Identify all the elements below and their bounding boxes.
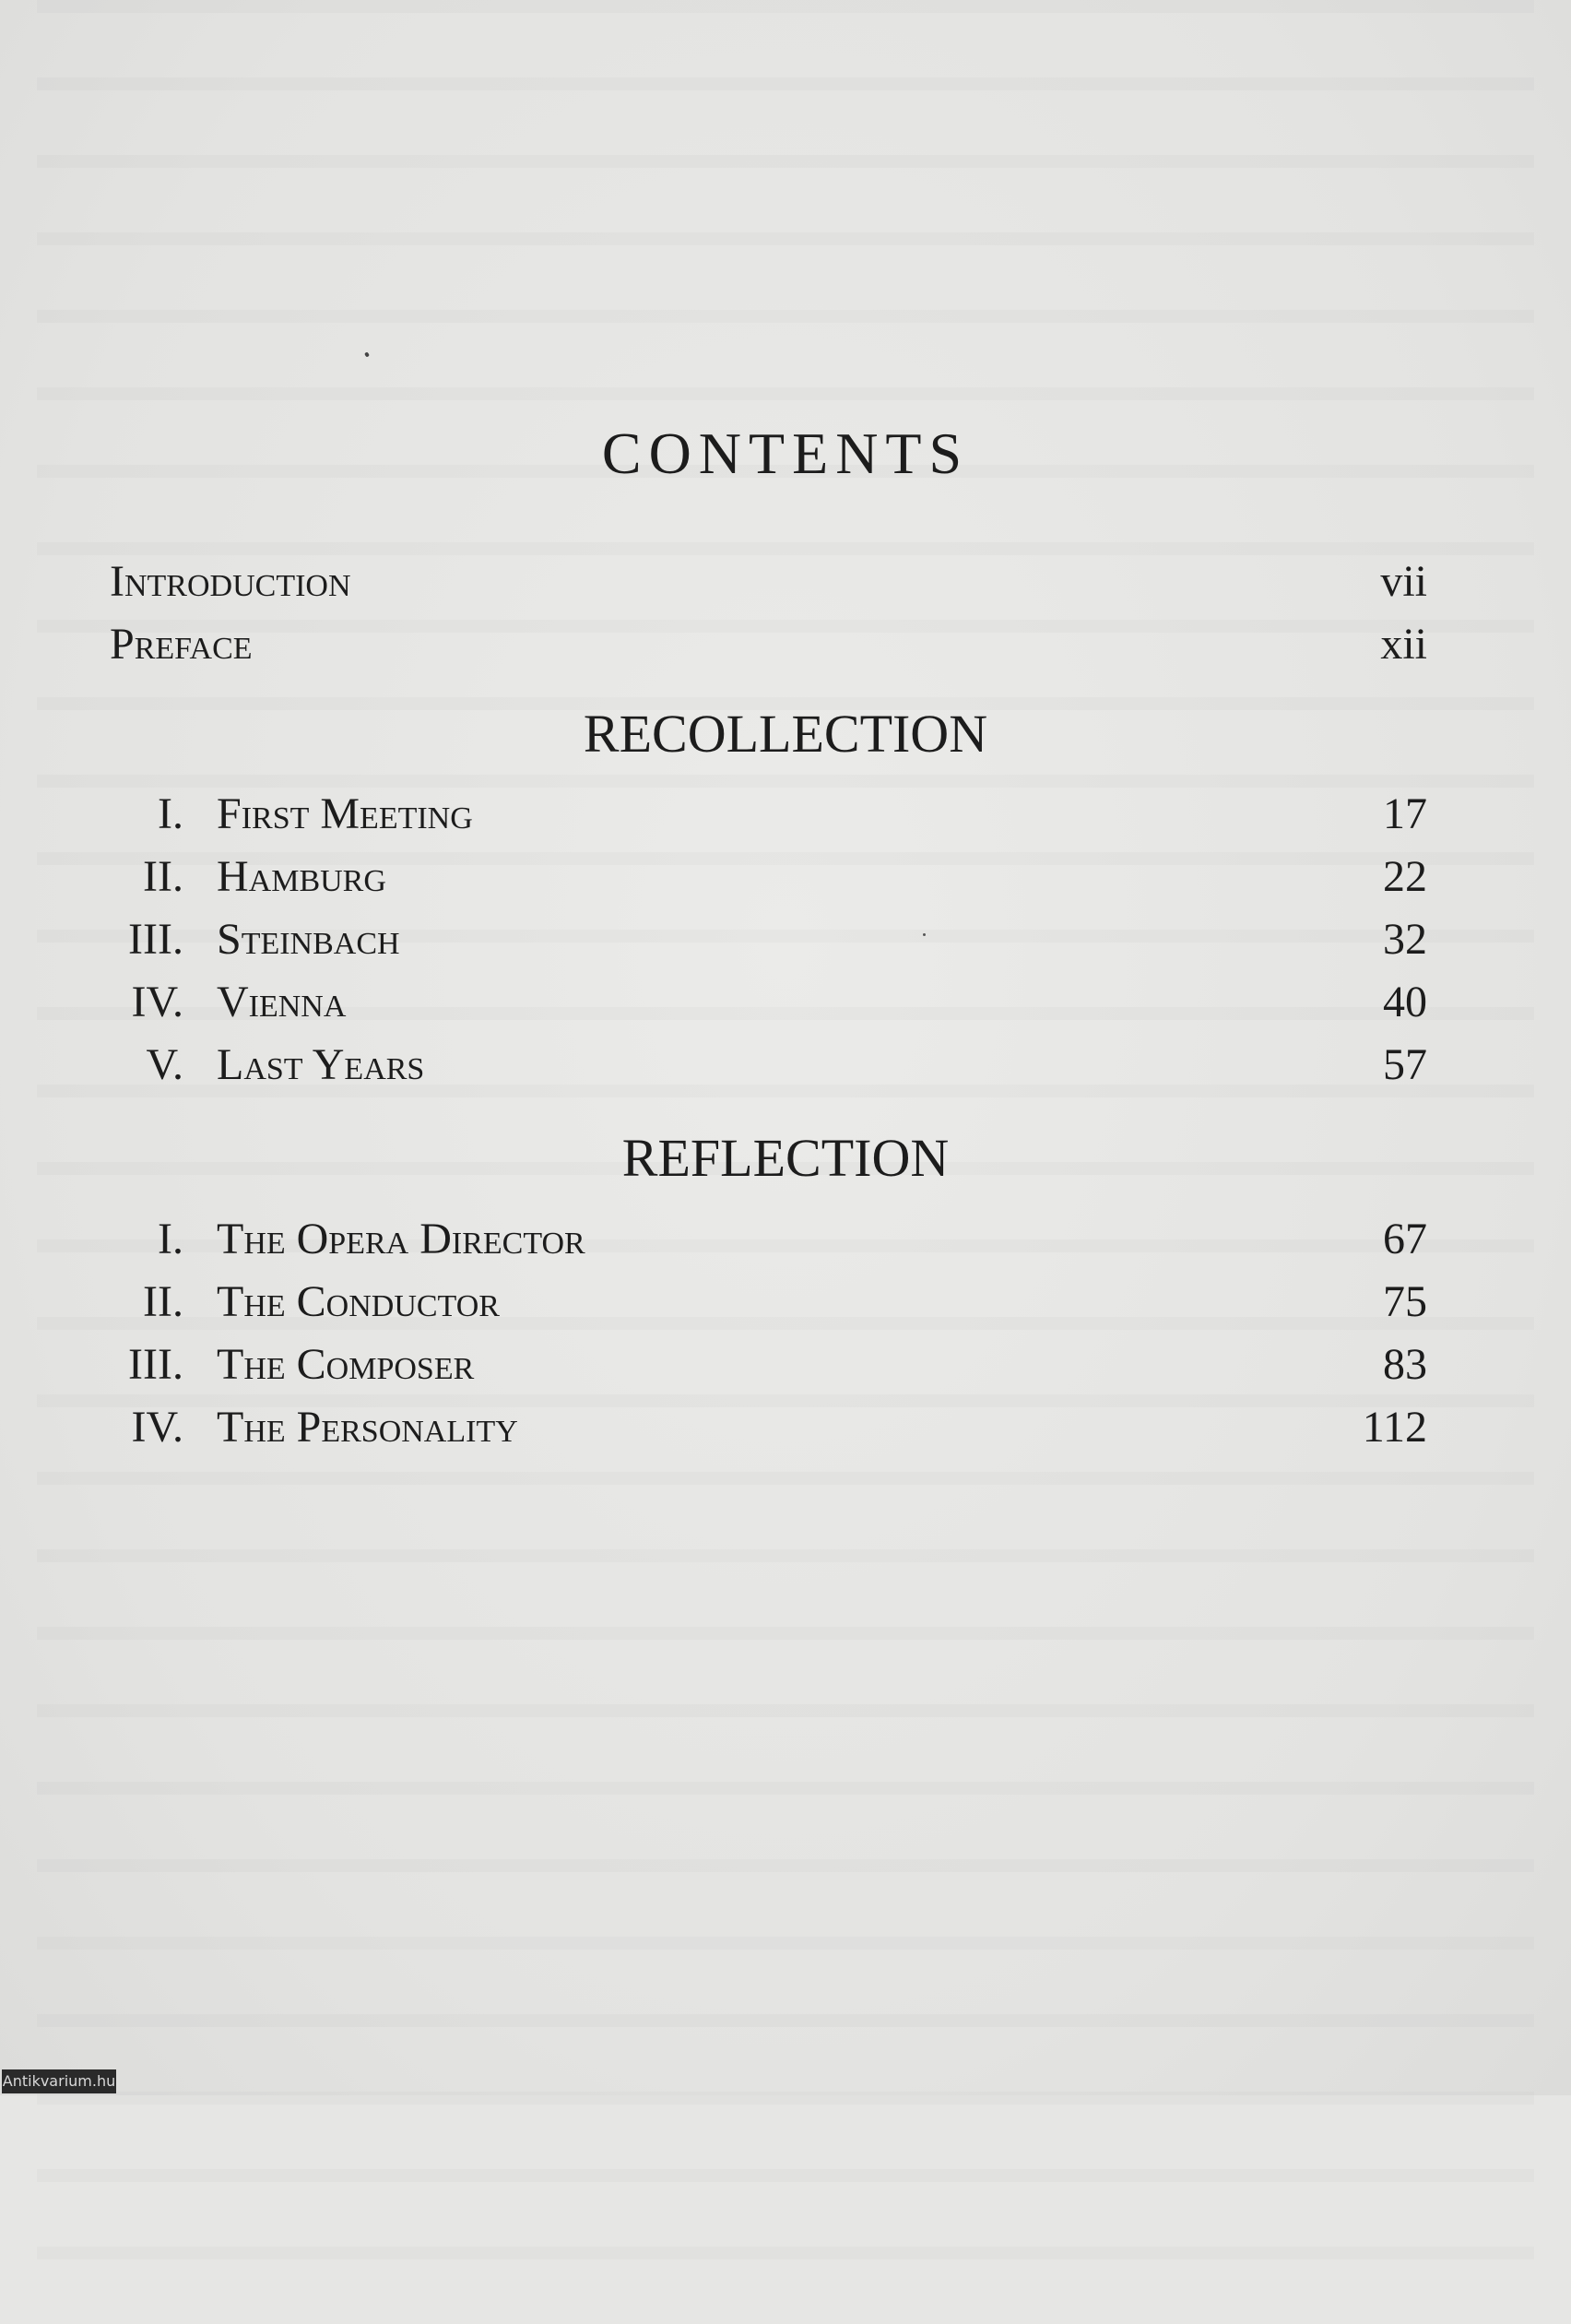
toc-entry-page: xii [1380, 620, 1427, 669]
toc-entry-page: 17 [1383, 789, 1427, 838]
toc-entry[interactable] [0, 1276, 1571, 1335]
site-watermark: Antikvarium.hu [2, 2069, 116, 2093]
toc-entry-label: Hamburg [217, 852, 386, 901]
toc-entry-label: The Conductor [217, 1277, 500, 1326]
toc-entry[interactable] [0, 914, 1571, 973]
toc-entry-label: Preface [110, 620, 253, 669]
toc-entry[interactable] [0, 788, 1571, 848]
toc-entry[interactable] [0, 1339, 1571, 1398]
toc-entry-label: The Composer [217, 1340, 475, 1389]
chapter-number: I. [158, 1215, 183, 1263]
toc-entry-page: 57 [1383, 1040, 1427, 1089]
toc-entry[interactable] [0, 977, 1571, 1036]
chapter-number: III. [128, 915, 183, 964]
chapter-number: II. [143, 1277, 183, 1326]
toc-entry[interactable] [0, 1214, 1571, 1273]
toc-entry-page: 40 [1383, 978, 1427, 1026]
toc-entry-label: Vienna [217, 978, 347, 1026]
toc-entry-page: vii [1380, 557, 1427, 606]
chapter-number: II. [143, 852, 183, 901]
contents-heading: CONTENTS [601, 421, 970, 486]
toc-entry[interactable] [0, 1402, 1571, 1461]
chapter-number: IV. [131, 978, 183, 1026]
toc-entry-label: Steinbach [217, 915, 400, 964]
toc-entry-page: 67 [1383, 1215, 1427, 1263]
toc-entry-label: First Meeting [217, 789, 473, 838]
ink-mark [364, 351, 370, 357]
toc-entry-page: 32 [1383, 915, 1427, 964]
toc-entry[interactable] [0, 1039, 1571, 1098]
part-title-reflection: REFLECTION [621, 1128, 950, 1188]
toc-entry-label: The Opera Director [217, 1215, 585, 1263]
chapter-number: III. [128, 1340, 183, 1389]
toc-entry-label: Last Years [217, 1040, 425, 1089]
toc-entry-preface[interactable] [0, 619, 1571, 678]
toc-entry-page: 83 [1383, 1340, 1427, 1389]
chapter-number: IV. [131, 1403, 183, 1452]
chapter-number: I. [158, 789, 183, 838]
toc-entry[interactable] [0, 851, 1571, 910]
part-title-recollection: RECOLLECTION [583, 704, 988, 764]
toc-entry-label: The Personality [217, 1403, 518, 1452]
toc-entry-page: 75 [1383, 1277, 1427, 1326]
toc-entry-label: Introduction [110, 557, 351, 606]
toc-entry-page: 22 [1383, 852, 1427, 901]
toc-entry-introduction[interactable] [0, 556, 1571, 615]
toc-entry-page: 112 [1362, 1403, 1427, 1452]
chapter-number: V. [146, 1040, 183, 1089]
